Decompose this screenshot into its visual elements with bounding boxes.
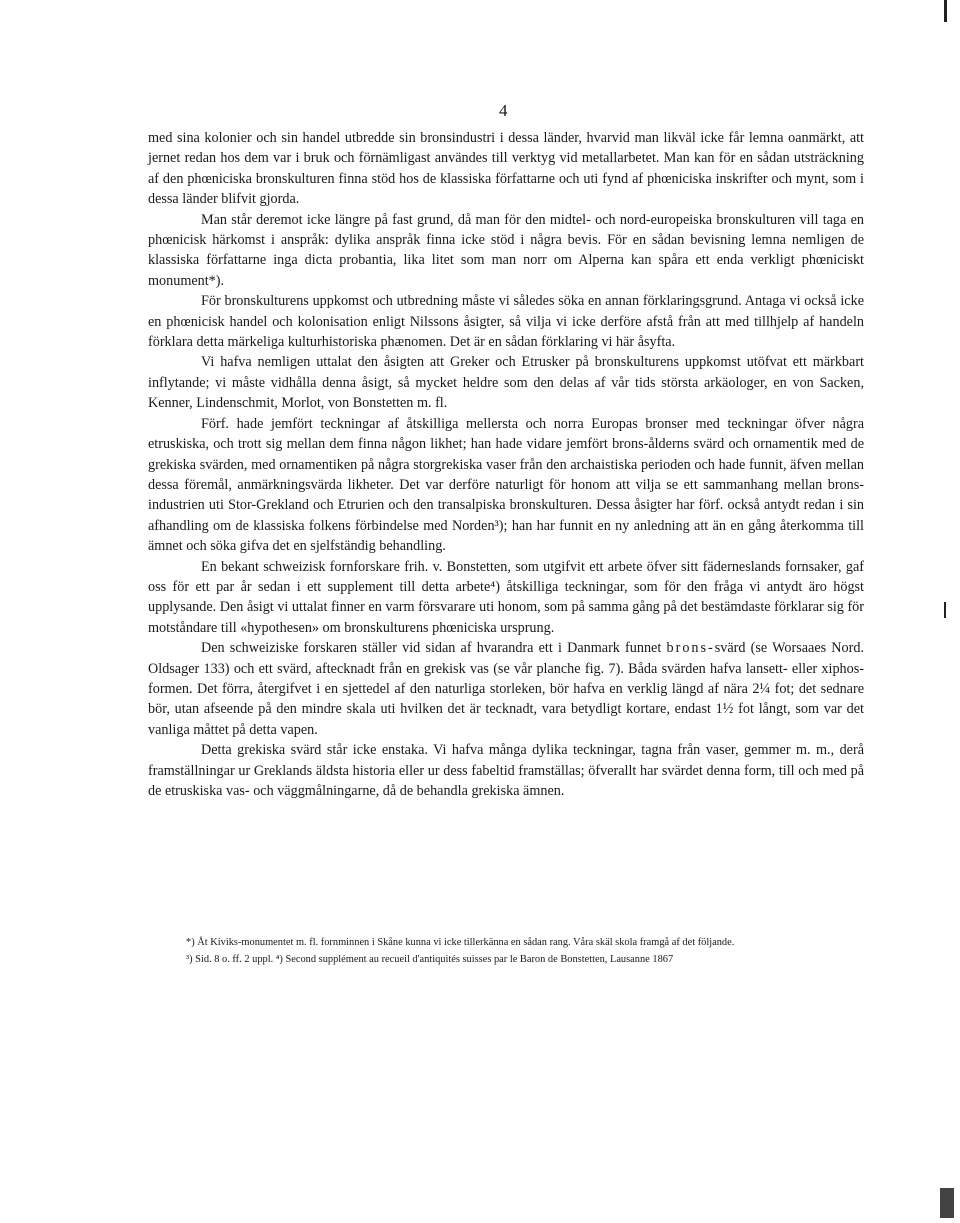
footnote-2: ³) Sid. 8 o. ff. 2 uppl. ⁴) Second supplément au recueil d'antiquités suisses par le Baron de Bonstetten, Lausanne 1867 (186, 954, 674, 965)
paragraph-6: En bekant schweizisk fornforskare frih. v. Bonstetten, som utgifvit ett arbete öfver sitt fäderneslands fornsaker, gaf oss för ett par år sedan i ett supplement till detta arbete⁴) åtskilliga teckningar, som för den fråga vi antydt äro högst upplysande. Den åsigt vi uttalat finner en varm försvarare uti honom, som på samma gång på det bestämdaste förklarar sig för motståndare till «hypothesen» om bronskulturens phœniciska ursprung. (148, 558, 864, 636)
paragraph-2: Man står deremot icke längre på fast grund, då man för den midtel- och nord-europeiska bronskulturen vill taga en phœnicisk härkomst i anspråk: dylika anspråk finna icke stöd i några bevis. För en sådan bevisning lemna nemligen de klassiska författarne inga dicta probantia, lika litet som man norr om Alperna kan spåra ett enda verkligt phœniciskt monument*). (148, 211, 864, 289)
paragraph-7 (148, 638, 864, 740)
paragraph-1: med sina kolonier och sin handel utbredde sin bronsindustri i dessa länder, hvarvid man likväl icke får lemna oanmärkt, att jernet redan hos dem var i bruk och förnämligast användes till verktyg vid metallarbetet. Man kan för en sådan utsträckning af den phœniciska bronskulturen finna stöd hos de klassiska författarne och uti fynd af phœniciska inskrifter och mynt, som i dessa länder blifvit gjorda. (148, 130, 864, 208)
spaced-word: brons- (666, 640, 715, 657)
paragraph-7-continued: svärd (se Worsaaes Nord. Oldsager 133) och ett svärd, aftecknadt från en grekisk vas (se vår planche fig. 7). Båda svärden hafva lansett- eller xiphos-formen. Det förra, återgifvet i en sjettedel af den naturliga storleken, bör hafva en verklig längd af nära 2¼ fot; det sednare bör, utan afseende på den mindre skala uti hvilken det är tecknadt, vara betydligt kortare, endast 1½ fot långt, som var det vanliga måttet på detta vapen. (148, 640, 865, 738)
scan-speck-top-right (944, 0, 947, 22)
page-number: 4 (499, 101, 508, 120)
scan-speck-bottom-right (940, 1188, 954, 1218)
paragraph-7-text: Den schweiziske forskaren ställer vid sidan af hvarandra ett i Danmark funnet (201, 640, 662, 657)
footnotes (148, 934, 864, 968)
footnote-1: *) Åt Kiviks-monumentet m. fl. fornminnen i Skåne kunna vi icke tillerkänna en sådan rang. Våra skäl skola framgå af det följande. (186, 937, 735, 948)
paragraph-5: Förf. hade jemfört teckningar af åtskilliga mellersta och norra Europas bronser med teckningar öfver några etruskiska, och trott sig mellan dem finna någon likhet; han hade vidare jemfört brons-ålderns svärd och ornamentik med de grekiska svärden, med ornamentiken på några storgrekiska vaser från den archaistiska perioden och hade funnit, äfven mellan dessa föremål, anmärkningsvärda likheter. Det var derföre naturligt för honom att vilja se ett sammanhang mellan brons-industrien uti Stor-Grekland och Etrurien och den transalpiska bronskulturen. Dessa åsigter har förf. också antydt redan i sin afhandling om de klassiska folkens förbindelse med Norden³); han har funnit en ny anledning att än en gång återkomma till ämnet och söka gifva det en sjelfständig behandling. (148, 415, 864, 555)
scan-speck-right (944, 602, 946, 618)
paragraph-4: Vi hafva nemligen uttalat den åsigten att Greker och Etrusker på bronskulturens uppkomst utöfvat ett märkbart inflytande; vi måste vidhålla denna åsigt, så mycket heldre som den delas af vår tids största arkäologer, en von Sacken, Kenner, Lindenschmit, Morlot, von Bonstetten m. fl. (148, 354, 864, 412)
paragraph-3: För bronskulturens uppkomst och utbredning måste vi således söka en annan förklaringsgrund. Antaga vi också icke en phœnicisk handel och kolonisation enligt Nilssons åsigter, så vilja vi icke derföre afstå från att med tillhjelp af handeln förklara detta märkeliga kulturhistoriska phænomen. Det är en sådan förklaring vi här åsyfta. (148, 293, 864, 351)
body-text (148, 128, 864, 801)
paragraph-8: Detta grekiska svärd står icke enstaka. Vi hafva många dylika teckningar, tagna från vaser, gemmer m. m., derå framställningar ur Greklands äldsta historia eller ur dess fabeltid framställas; öfverallt har svärdet denna form, till och med på de etruskiska vas- och väggmålningarne, då de behandla grekiska ämnen. (148, 742, 864, 799)
